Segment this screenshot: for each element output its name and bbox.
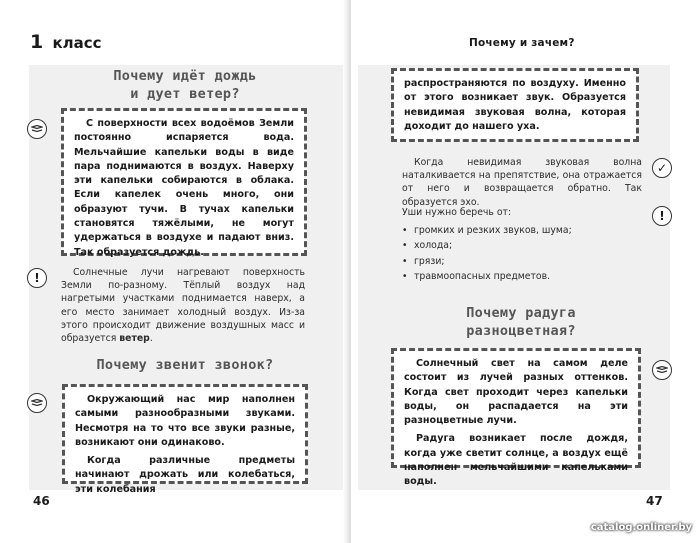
heading-line: и дует ветер? bbox=[130, 86, 240, 102]
paragraph-echo bbox=[402, 156, 642, 209]
heading-rainbow bbox=[421, 304, 621, 340]
exclamation-icon: ! bbox=[652, 206, 672, 226]
page-number-right: 47 bbox=[646, 494, 663, 508]
list-item: • громких и резких звуков, шума; bbox=[402, 223, 642, 239]
heading-line: Почему идёт дождь bbox=[113, 68, 257, 84]
right-page bbox=[351, 0, 700, 543]
exclamation-icon: ! bbox=[27, 268, 47, 288]
box-text: Солнечный свет на самом деле состоит из лучей разных оттенков. Когда свет проходит через капельки воды, он распадается на эти разноцветные лучи. bbox=[404, 358, 628, 427]
info-box-sound bbox=[391, 68, 639, 142]
grade-text: класс bbox=[52, 34, 102, 52]
info-box-rain bbox=[61, 108, 307, 256]
book-icon bbox=[27, 119, 47, 139]
box-text: Окружающий нас мир наполнен самыми разнообразными звуками. Несмотря на то что все звуки разные, возникают они одинаково. bbox=[75, 394, 295, 448]
topic-title: Почему и зачем? bbox=[469, 37, 575, 49]
box-text: Радуга возникает после дождя, когда уже светит солнце, а воздух ещё наполнен мельчайшими капельками воды. bbox=[404, 433, 628, 488]
list-item: • холода; bbox=[402, 238, 642, 254]
page-number-left: 46 bbox=[33, 494, 50, 508]
check-icon: ✓ bbox=[652, 158, 672, 178]
grade-label bbox=[30, 31, 102, 53]
info-box-rainbow bbox=[391, 348, 641, 488]
list-item: • грязи; bbox=[402, 254, 642, 270]
list-item: • травмоопасных предметов. bbox=[402, 269, 642, 285]
paragraph-text: Солнечные лучи нагревают поверхность Земли по-разному. Тёплый воздух над нагретыми участками поднимается наверх, а его место занимает холодный воздух. Из-за этого происходит движение воздушных масс и образуется bbox=[61, 267, 305, 345]
heading-line: Почему радуга bbox=[466, 305, 576, 321]
list-intro: Уши нужно беречь от: bbox=[402, 207, 512, 218]
paragraph-end: . bbox=[149, 333, 153, 345]
box-text: Когда различные предметы начинают дрожать или колебаться, эти колебания bbox=[75, 455, 295, 495]
left-page bbox=[0, 0, 349, 543]
heading-line: разноцветная? bbox=[466, 323, 576, 339]
heading-bell: Почему звенит звонок? bbox=[96, 357, 274, 373]
info-box-bell bbox=[62, 384, 308, 495]
watermark-text: catalog.onliner.by bbox=[590, 522, 692, 533]
paragraph-bold-word: ветер bbox=[119, 333, 150, 345]
book-icon bbox=[652, 360, 672, 380]
paragraph-wind bbox=[61, 266, 305, 345]
box-text: С поверхности всех водоёмов Земли постоянно испаряется вода. Мельчайшие капельки воды в виде пара поднимаются в воздух. Наверху эти капельки собираются в облака. Если капелек очень много, они образуют тучи. В тучах капельки становятся тяжёлыми, не могут удержаться в воздухе и падают вниз. Так образуется дождь. bbox=[74, 118, 294, 258]
box-text: распространяются по воздуху. Именно от этого возникает звук. Образуется невидимая звуковая волна, которая доходит до нашего уха. bbox=[404, 78, 626, 132]
book-icon bbox=[27, 393, 47, 413]
ear-care-list bbox=[402, 205, 642, 285]
grade-number: 1 bbox=[30, 31, 44, 53]
paragraph-text: Когда невидимая звуковая волна наталкивается на препятствие, она отражается от него и возвращается обратно. Так образуется эхо. bbox=[402, 157, 642, 208]
heading-rain-wind bbox=[80, 67, 290, 103]
